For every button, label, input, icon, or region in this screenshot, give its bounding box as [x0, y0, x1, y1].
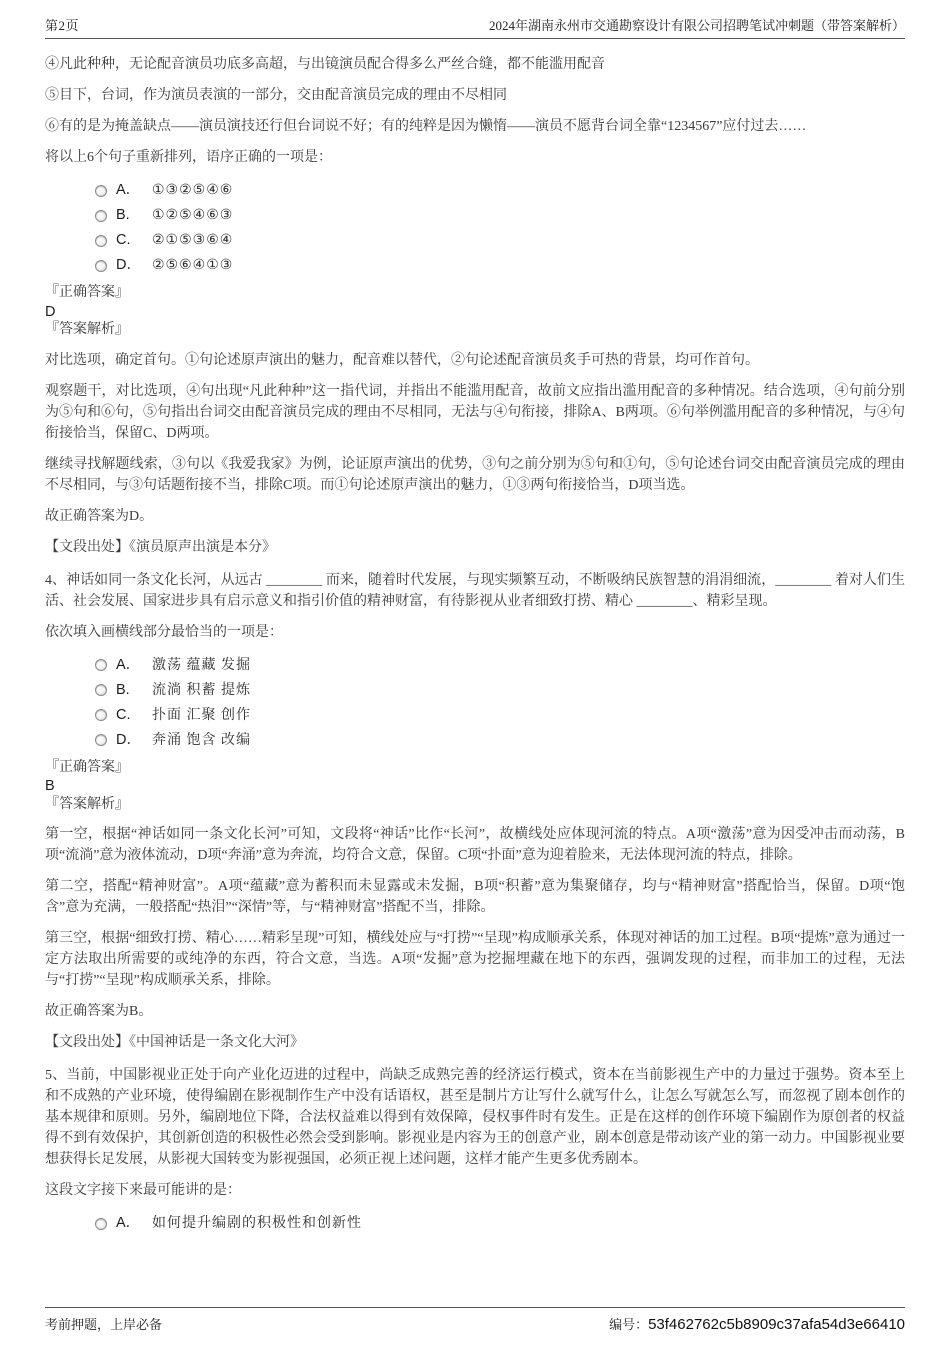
option-text: ②⑤⑥④①③ [152, 258, 234, 273]
q4-analysis-conclusion: 故正确答案为B。 [45, 1004, 153, 1019]
radio-button-icon[interactable] [95, 684, 107, 696]
option-text: ②①⑤③⑥④ [152, 233, 234, 248]
correct-answer-label: 『正确答案』 [45, 759, 129, 775]
q4-options [45, 653, 905, 753]
q4-analysis-paragraph: 第一空，根据“神话如同一条文化长河”可知，文段将“神话”比作“长河”，故横线处应体现河流的特点。A项“激荡”意为因受冲击而动荡，B项“流淌”意为液体流动，D项“奔涌”意为奔流，均符合文意，保留。C项“扑面”意为迎着脸来，无法体现河流的特点，排除。 [45, 827, 905, 863]
q3-option-d[interactable] [45, 253, 905, 278]
q3-analysis-paragraph: 观察题干，对比选项，④句出现“凡此种种”这一指代词，并指出不能滥用配音，故前文应指出滥用配音的多种情况。结合选项，④句前分别为⑤句和⑥句，⑤句指出台词交由配音演员完成的理由不尽相同，无法与④句衔接，排除A、B两项。⑥句举例滥用配音的多种情况，与④句衔接恰当，保留C、D两项。 [45, 383, 905, 441]
radio-button-icon[interactable] [95, 734, 107, 746]
option-letter: A． [116, 656, 141, 673]
q3-answer-block [45, 284, 905, 340]
option-text: 流淌 积蓄 提炼 [152, 682, 251, 698]
radio-button-icon[interactable] [95, 185, 107, 197]
q3-analysis-paragraph: 继续寻找解题线索，③句以《我爱我家》为例，论证原声演出的优势，③句之前分别为⑤句和①句，⑤句论述台词交由配音演员完成的理由不尽相同，与③句话题衔接不当，排除C项。而①句论述原声演出的魅力，①③两句衔接恰当，D项当选。 [45, 456, 905, 493]
footer-serial [609, 1314, 905, 1333]
q5-prompt: 这段文字接下来最可能讲的是： [45, 1183, 241, 1198]
q4-stem: 4、神话如同一条文化长河，从远古 ________ 而来，随着时代发展，与现实频繁互动，不断吸纳民族智慧的涓涓细流，________ 着对人们生活、社会发展、国家进步具有启示意义和指引价值的精神财富，有待影视从业者细致打捞、精心 ________、精彩呈现。 [45, 572, 905, 609]
serial-label: 编号： [609, 1317, 649, 1332]
q4-answer-block [45, 759, 905, 815]
option-letter: D． [116, 257, 141, 273]
option-letter: C. [116, 706, 131, 723]
footer-slogan: 考前押题，上岸必备 [45, 1317, 163, 1332]
option-text: 激荡 蕴藏 发掘 [152, 657, 251, 673]
q3-prompt: 将以上6个句子重新排列，语序正确的一项是： [45, 150, 332, 165]
page-header [45, 15, 905, 39]
radio-button-icon[interactable] [95, 235, 107, 247]
page-number: 第2页 [45, 18, 80, 33]
q4-prompt: 依次填入画横线部分最恰当的一项是： [45, 624, 283, 640]
q4-analysis-paragraph: 第三空，根据“细致打捞、精心……精彩呈现”可知，横线处应与“打捞”“呈现”构成顺承关系，体现对神话的加工过程。B项“提炼”意为通过一定方法取出所需要的或纯净的东西，符合文意，当选。A项“发掘”意为挖掘埋藏在地下的东西，强调发现的过程，而非加工的过程，无法与“打捞”“呈现”构成顺承关系，排除。 [45, 931, 905, 988]
q4-analysis-paragraph: 第二空，搭配“精神财富”。A项“蕴藏”意为蓄积而未显露或未发掘，B项“积蓄”意为集聚储存，均与“精神财富”搭配恰当，保留。D项“饱含”意为充满，一般搭配“热泪”“深情”等，与“精神财富”搭配不当，排除。 [45, 879, 905, 915]
radio-button-icon[interactable] [95, 210, 107, 222]
q3-option-c[interactable] [45, 228, 905, 253]
q5-option-a[interactable] [45, 1211, 905, 1236]
q3-sentence-5: ⑤目下，台词，作为演员表演的一部分，交由配音演员完成的理由不尽相同 [45, 88, 507, 103]
q3-option-a[interactable] [45, 178, 905, 203]
q4-option-c[interactable] [45, 703, 905, 728]
page-footer [45, 1307, 905, 1333]
radio-button-icon[interactable] [95, 1218, 107, 1230]
correct-answer-value: D [45, 303, 56, 320]
option-letter: B. [116, 207, 130, 223]
option-text: ①②⑤④⑥③ [152, 208, 234, 223]
radio-button-icon[interactable] [95, 709, 107, 721]
q5-stem: 5、当前，中国影视业正处于向产业化迈进的过程中，尚缺乏成熟完善的经济运行模式，资本在当前影视生产中的力量过于强势。资本至上和不成熟的产业环境，使得编剧在影视制作生产中没有话语权，甚至是制片方让写什么就写什么，让怎么写就怎么写，而忽视了剧本创作的基本规律和原则。另外，编剧地位下降，合法权益难以得到有效保障，侵权事件时有发生。正是在这样的创作环境下编剧作为原创者的权益得不到有效保护，其创新创造的积极性必然会受到影响。影视业是内容为王的创意产业，剧本创意是带动该产业的第一动力。中国影视业要想获得长足发展，从影视大国转变为影视强国，必须正视上述问题，这样才能产生更多优秀剧本。 [45, 1068, 905, 1167]
analysis-label: 『答案解析』 [45, 322, 129, 337]
radio-button-icon[interactable] [95, 659, 107, 671]
q4-option-d[interactable] [45, 728, 905, 753]
q4-source: 【文段出处】《中国神话是一条文化大河》 [45, 1035, 304, 1050]
q3-options [45, 178, 905, 278]
option-text: 奔涌 饱含 改编 [152, 732, 251, 748]
q5-options [45, 1211, 905, 1236]
q4-option-a[interactable] [45, 653, 905, 678]
option-letter: B. [116, 681, 130, 698]
option-text: ①③②⑤④⑥ [152, 183, 234, 198]
q3-option-b[interactable] [45, 203, 905, 228]
radio-button-icon[interactable] [95, 260, 107, 272]
option-letter: A． [116, 1215, 141, 1231]
page-content [45, 46, 905, 1238]
document-title: 2024年湖南永州市交通勘察设计有限公司招聘笔试冲刺题（带答案解析） [488, 18, 905, 33]
q3-sentence-6: ⑥有的是为掩盖缺点——演员演技还行但台词说不好；有的纯粹是因为懒惰——演员不愿背台词全靠“1234567”应付过去…… [45, 119, 807, 134]
analysis-label: 『答案解析』 [45, 796, 129, 812]
serial-value: 53f462762c5b8909c37afa54d3e66410 [648, 1316, 905, 1333]
option-text: 扑面 汇聚 创作 [152, 707, 251, 723]
q3-analysis-paragraph: 对比选项，确定首句。①句论述原声演出的魅力，配音难以替代，②句论述配音演员炙手可热的背景，均可作首句。 [45, 352, 759, 368]
q3-source: 【文段出处】《演员原声出演是本分》 [45, 539, 276, 555]
correct-answer-value: B [45, 778, 55, 794]
option-letter: A． [116, 182, 141, 198]
option-text: 如何提升编剧的积极性和创新性 [152, 1216, 362, 1231]
q3-sentence-4: ④凡此种种，无论配音演员功底多高超，与出镜演员配合得多么严丝合缝，都不能滥用配音 [45, 57, 605, 72]
correct-answer-label: 『正确答案』 [45, 285, 129, 300]
option-letter: D． [116, 731, 141, 748]
q4-option-b[interactable] [45, 678, 905, 703]
q3-analysis-conclusion: 故正确答案为D。 [45, 508, 154, 524]
option-letter: C. [116, 232, 131, 248]
